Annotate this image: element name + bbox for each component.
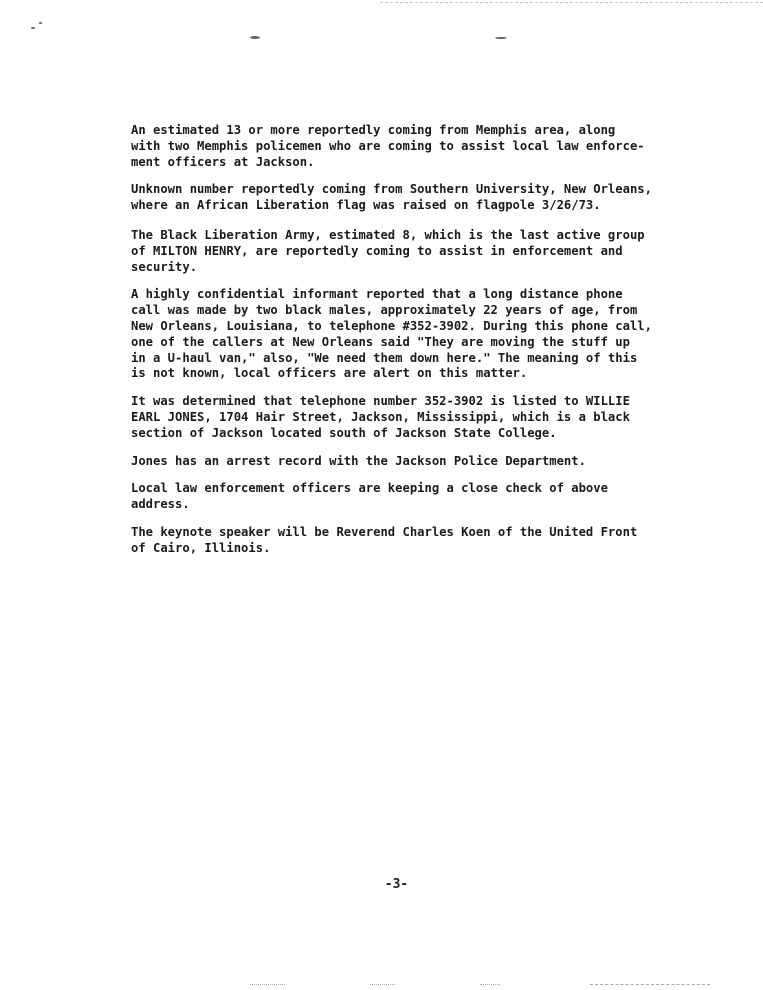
- page-number: -3-: [384, 877, 409, 892]
- scan-speck: [250, 36, 260, 39]
- paragraph-informant: A highly confidential informant reported that a long distance phone call was made by two black males, approximately 22 years of age, from New Orleans, Louisiana, to telephone #352-3902. During this phone call, one of the callers at New Orleans said "They are moving the stuff up in a U-haul van," also, "We need them down here." The meaning of this is not known, local officers are alert on this matter.: [131, 287, 652, 381]
- document-body: [131, 123, 691, 557]
- scan-bottom-mark: [370, 984, 395, 985]
- paragraph-black-liberation-army: The Black Liberation Army, estimated 8, which is the last active group of MILTON HENRY, are reportedly coming to assist in enforcement and security.: [131, 227, 645, 274]
- scan-edge-dashes: [380, 2, 763, 3]
- scan-speck: [39, 22, 42, 24]
- scan-bottom-mark: [590, 984, 710, 985]
- paragraph-southern-university: Unknown number reportedly coming from Southern University, New Orleans, where an African Liberation flag was raised on flagpole 3/26/73.: [131, 182, 652, 213]
- paragraph-telephone-listing: It was determined that telephone number 352-3902 is listed to WILLIE EARL JONES, 1704 Hair Street, Jackson, Mississippi, which is a black section of Jackson located south of Jackson State College.: [131, 394, 630, 440]
- paragraph-arrest-record: Jones has an arrest record with the Jackson Police Department.: [131, 453, 586, 468]
- paragraph-memphis: An estimated 13 or more reportedly coming from Memphis area, along with two Memphis policemen who are coming to assist local law enforce- ment officers at Jackson.: [131, 123, 645, 169]
- scan-speck: [31, 27, 35, 29]
- paragraph-address-check: Local law enforcement officers are keeping a close check of above address.: [131, 481, 608, 512]
- scan-speck: [495, 37, 507, 39]
- scan-bottom-mark: [480, 984, 500, 985]
- paragraph-keynote-speaker: The keynote speaker will be Reverend Charles Koen of the United Front of Cairo, Illinois.: [131, 524, 638, 555]
- scan-bottom-mark: [250, 984, 285, 985]
